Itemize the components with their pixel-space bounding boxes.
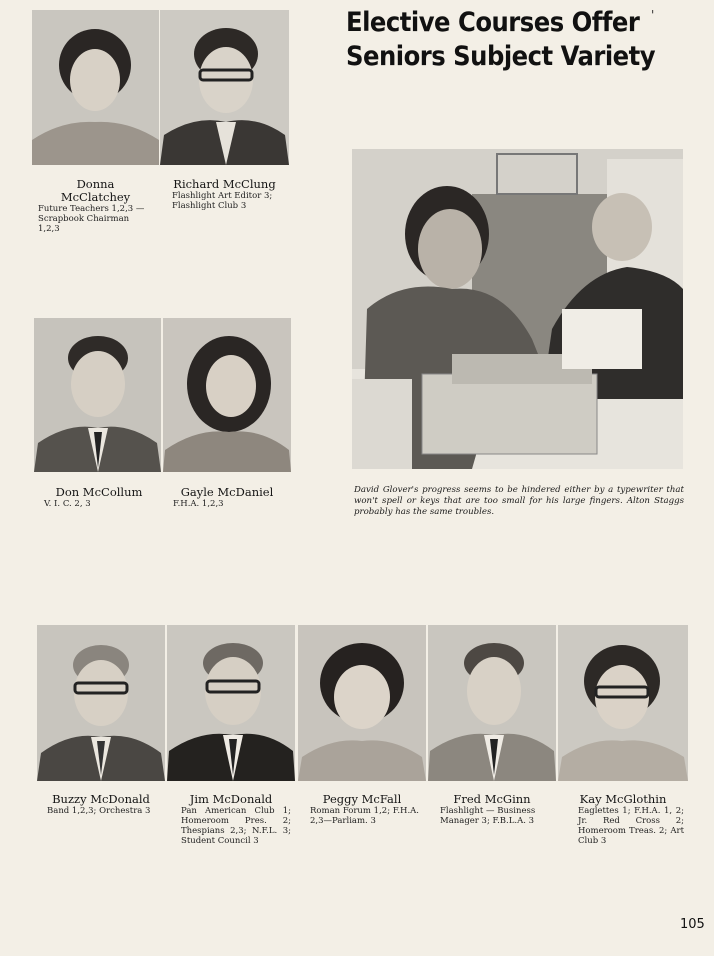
stray-mark: ' bbox=[651, 8, 655, 22]
portrait-gayle-mcdaniel bbox=[163, 318, 291, 472]
caption-jim-mcdonald bbox=[167, 793, 295, 846]
caption-richard-mcclung bbox=[160, 178, 289, 211]
headline-line-1: Elective Courses Offer bbox=[346, 7, 640, 38]
feature-photo-typewriter bbox=[352, 149, 683, 469]
portrait-richard-mcclung bbox=[160, 10, 289, 165]
headline-line-2: Seniors Subject Variety bbox=[346, 41, 656, 72]
senior-activities: Roman Forum 1,2; F.H.A. 2,3—Parliam. 3 bbox=[310, 806, 419, 826]
senior-name: Gayle McDaniel bbox=[180, 485, 274, 499]
portrait-fred-mcginn bbox=[428, 625, 556, 781]
senior-activities: Band 1,2,3; Orchestra 3 bbox=[47, 806, 151, 816]
senior-name: Fred McGinn bbox=[453, 792, 531, 806]
portrait-kay-mcglothin bbox=[558, 625, 688, 781]
caption-kay-mcglothin bbox=[558, 793, 688, 846]
portrait-peggy-mcfall bbox=[298, 625, 426, 781]
portrait-jim-mcdonald bbox=[167, 625, 295, 781]
caption-gayle-mcdaniel bbox=[163, 486, 291, 509]
senior-activities: Future Teachers 1,2,3 —Scrapbook Chairman 1,2,3 bbox=[38, 204, 145, 234]
senior-name: Buzzy McDonald bbox=[52, 792, 150, 806]
page-number: 105 bbox=[680, 917, 705, 932]
feature-photo-caption: David Glover's progress seems to be hindered either by a typewriter that won't spell or keys that are too small for his large fingers. Alton Staggs probably has the same troubles. bbox=[354, 485, 684, 517]
senior-activities: Pan American Club 1; Homeroom Pres. 2; Thespians 2,3; N.F.L. 3; Student Council 3 bbox=[181, 806, 291, 846]
caption-buzzy-mcdonald bbox=[37, 793, 165, 816]
page-headline bbox=[346, 6, 666, 74]
senior-activities: Flashlight Art Editor 3; Flashlight Club 3 bbox=[172, 191, 273, 211]
senior-name: Don McCollum bbox=[55, 485, 143, 499]
senior-activities: V. I. C. 2, 3 bbox=[44, 499, 91, 509]
caption-fred-mcginn bbox=[428, 793, 556, 826]
portrait-donna-mcclatchey bbox=[32, 10, 159, 165]
caption-peggy-mcfall bbox=[298, 793, 426, 826]
caption-donna-mcclatchey bbox=[32, 178, 159, 234]
portrait-don-mccollum bbox=[34, 318, 161, 472]
senior-activities: F.H.A. 1,2,3 bbox=[173, 499, 224, 509]
senior-name: Richard McClung bbox=[173, 177, 276, 191]
senior-name: Peggy McFall bbox=[322, 792, 402, 806]
senior-name: Jim McDonald bbox=[189, 792, 273, 806]
senior-activities: Flashlight — Business Manager 3; F.B.L.A. 3 bbox=[440, 806, 536, 826]
senior-activities: Eaglettes 1; F.H.A. 1, 2; Jr. Red Cross 2; Homeroom Treas. 2; Art Club 3 bbox=[578, 806, 684, 846]
caption-don-mccollum bbox=[34, 486, 164, 509]
senior-name: Kay McGlothin bbox=[579, 792, 667, 806]
portrait-buzzy-mcdonald bbox=[37, 625, 165, 781]
senior-name: Donna McClatchey bbox=[60, 177, 131, 204]
